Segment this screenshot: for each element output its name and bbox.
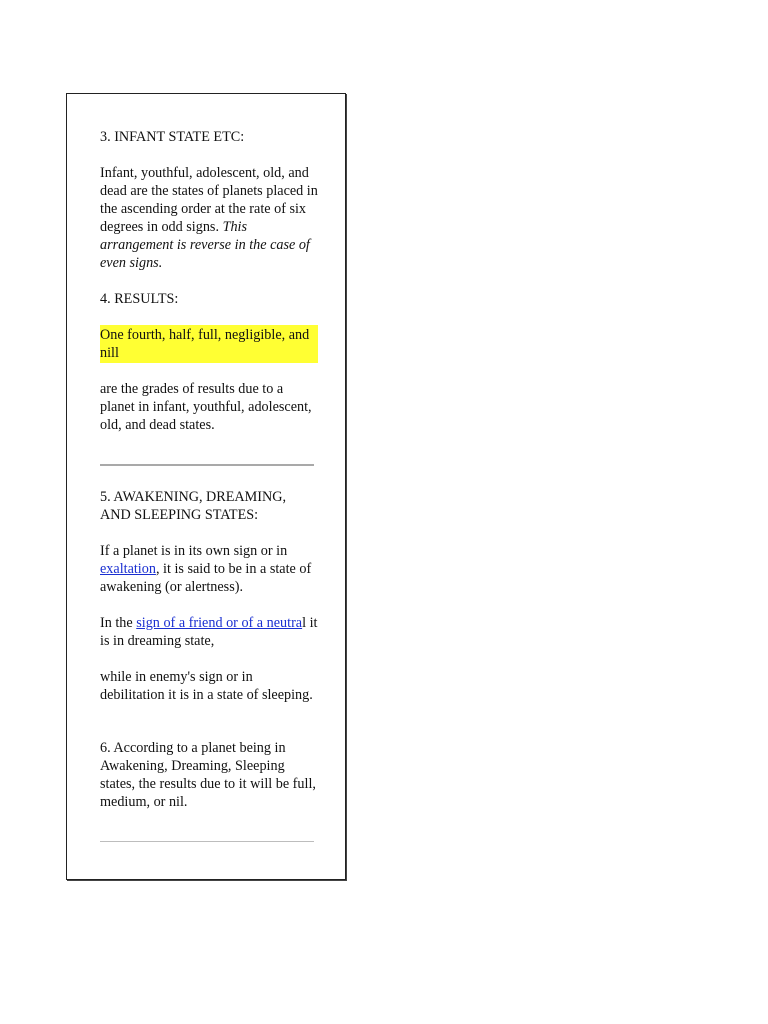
section-5-p2-after: l it is in dreaming state, [100, 615, 318, 649]
section-3-text [100, 164, 318, 272]
section-5-p1-after: , it is said to be in a state of awakening (or alertness). [100, 561, 312, 595]
bottom-divider [100, 841, 314, 842]
section-5-paragraph-1 [100, 542, 318, 596]
section-4-highlighted-text: One fourth, half, full, negligible, and nill [100, 327, 310, 361]
section-3-heading: 3. INFANT STATE ETC: [100, 129, 245, 145]
section-5-p1-before: If a planet is in its own sign or in [100, 543, 288, 559]
highlight-block [100, 325, 318, 363]
section-3-italic-text: This arrangement is reverse in the case of even signs. [100, 219, 310, 271]
section-5-paragraph-3: while in enemy's sign or in debilitation it is in a state of sleeping. [100, 669, 313, 703]
document-page [66, 93, 346, 880]
section-4-text: are the grades of results due to a planet in infant, youthful, adolescent, old, and dead states. [100, 381, 312, 433]
section-5-heading: 5. AWAKENING, DREAMING, AND SLEEPING STATES: [100, 489, 287, 523]
section-divider [100, 464, 314, 466]
section-5-paragraph-2 [100, 614, 318, 650]
section-4-heading: 4. RESULTS: [100, 291, 179, 307]
section-5-p2-before: In the [100, 615, 137, 631]
friend-neutral-sign-link[interactable]: sign of a friend or of a neutra [136, 615, 303, 631]
section-3-plain-text: Infant, youthful, adolescent, old, and dead are the states of planets placed in the ascending order at the rate of six degrees in odd signs. [100, 165, 318, 235]
exaltation-link[interactable]: exaltation [100, 561, 156, 577]
section-6-text: 6. According to a planet being in Awakening, Dreaming, Sleeping states, the results due to it will be full, medium, or nil. [100, 740, 316, 810]
